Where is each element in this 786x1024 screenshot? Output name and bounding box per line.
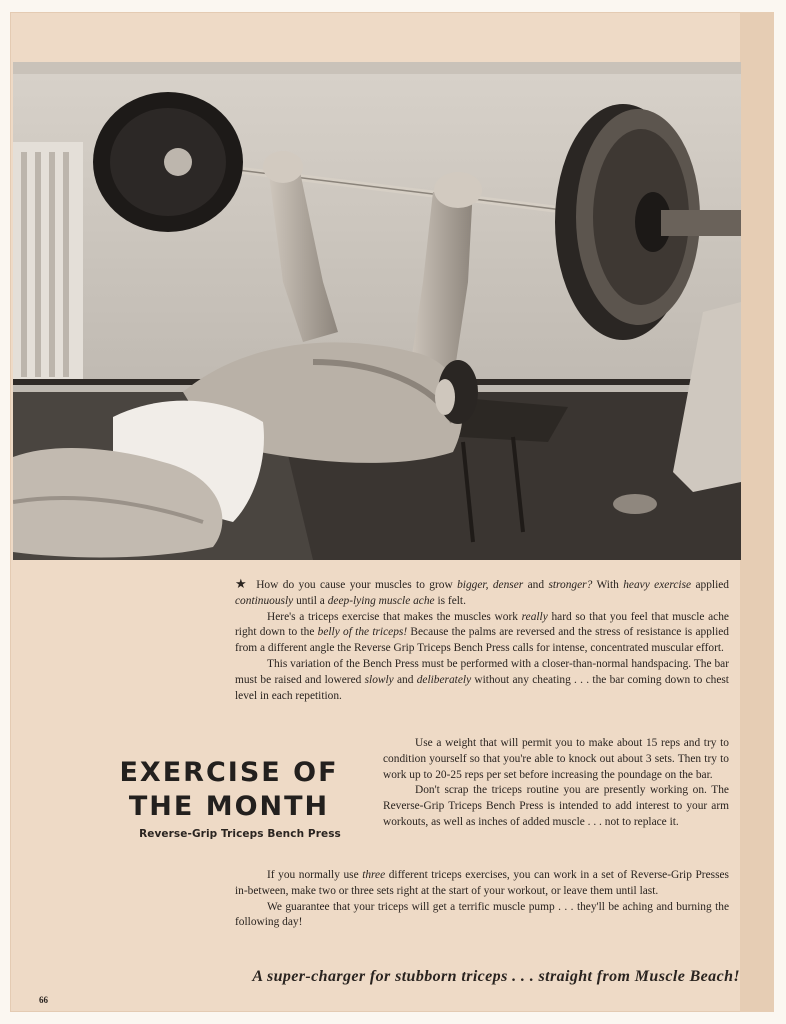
closing-text-block [235,868,729,931]
guarantee-paragraph: We guarantee that your triceps will get a terrific muscle pump . . . they'll be aching and burning the following day! [235,900,729,929]
page-number: 66 [39,995,48,1005]
heading-line-2: THE MONTH [128,791,330,822]
routine-paragraph: Don't scrap the triceps routine you are presently working on. The Reverse-Grip Triceps Bench Press is intended to add interest to your arm workouts, as well as inches of added muscle . . . not to replace it. [383,784,729,828]
variation-paragraph: This variation of the Bench Press must be performed with a closer-than-normal handspacing. The bar must be raised and lowered slowly and deliberately without any cheating . . . the bar coming down to chest level in each repetition. [235,657,729,702]
exercise-photo [13,62,741,560]
tagline: A super-charger for stubborn triceps . . . straight from Muscle Beach! [252,968,740,985]
heading-line-1: EXERCISE OF [119,757,339,788]
radiator [13,142,83,382]
magazine-page [10,12,774,1012]
weight-paragraph: Use a weight that will permit you to make about 15 reps and try to condition yourself so that you're able to knock out about 3 sets. Then try to work up to 20-25 reps per set before increasing the poundage on the bar. [383,737,729,781]
intro-paragraph: ★ How do you cause your muscles to grow bigger, denser and stronger? With heavy exercise applied continuously until a deep-lying muscle ache is felt. [235,576,729,607]
page-edge [740,12,774,1012]
intro-text-block [235,576,729,704]
triceps-paragraph: Here's a triceps exercise that makes the muscles work really hard so that you feel that muscle ache right down to the belly of the triceps! Because the palms are reversed and the stress of resistance is applied from a different angle the Reverse Grip Triceps Bench Press calls for intense, concentrated muscular effort. [235,610,730,655]
left-plate [93,92,243,232]
three-exercises-paragraph: If you normally use three different triceps exercises, you can work in a set of Reverse-Grip Presses in-between, make two or three sets right at the start of your workout, or leave them until last. [235,869,729,897]
article-subtitle: Reverse-Grip Triceps Bench Press [139,828,341,840]
article-heading [115,756,343,824]
star-icon: ★ [235,576,249,591]
weightlifter-photo-illustration [13,62,741,560]
right-column-text [383,736,729,831]
